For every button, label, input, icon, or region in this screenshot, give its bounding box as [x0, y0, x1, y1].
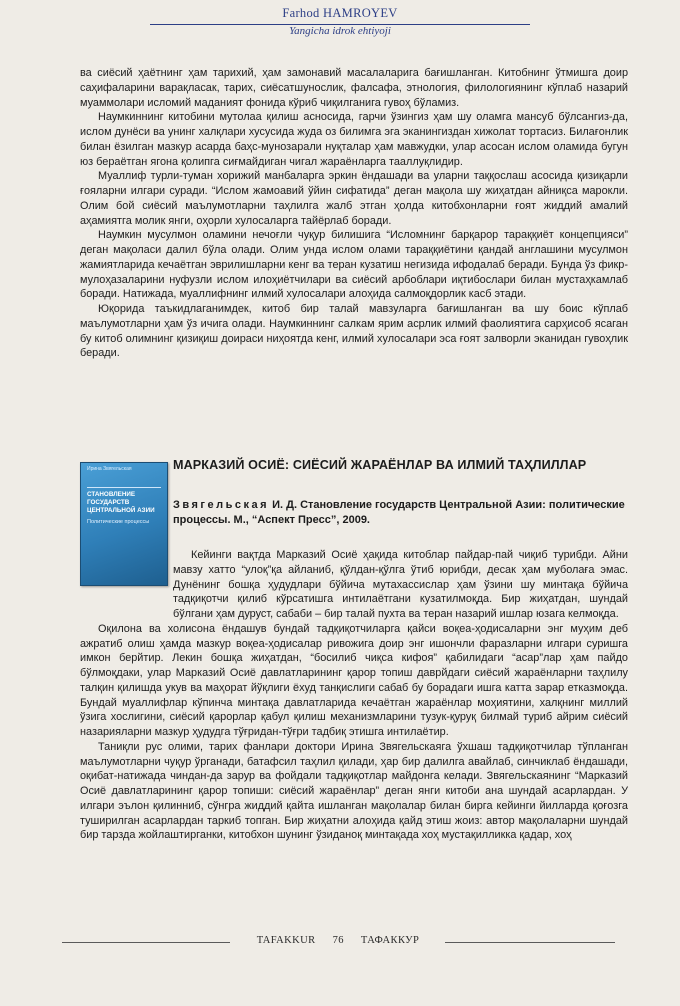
running-header [0, 6, 680, 37]
paragraph: ва сиёсий ҳаётнинг ҳам тарихий, ҳам замонавий масалаларига бағишланган. Китобнинг ўтмишга доир саҳифаларини варақласак, тарих, сиёсатшунослик, фалсафа, этнология, филологиянинг кўплаб назарий муаммолари исломий маданият фонида кўриб чиқилганига гувоҳ бўламиз. [80, 67, 628, 109]
footer-left-label: TAFAKKUR [256, 935, 316, 946]
page-footer [0, 934, 680, 954]
bibliographic-entry [173, 498, 628, 528]
footer-right-label: ТАФАККУР [360, 935, 420, 946]
paragraph: Юқорида таъкидлаганимдек, китоб бир талай мавзуларга бағишланган ва шу боис кўплаб маълумотларни ҳам ўз ичига олади. Наумкиннинг салкам ярим асрлик илмий фаолиятига сарҳисоб ясаган бу китоб олимнинг қизиқиш доираси ниҳоятда кенг, илмий хулосалари эса ғоят залворли эканидан гувоҳлик беради. [80, 303, 628, 360]
paragraph: Наумкиннинг китобини мутолаа қилиш асносида, гарчи ўзингиз ҳам шу оламга мансуб бўлсангиз-да, ислом дунёси ва унинг халқлари хусусида жуда оз билимга эга эканингиздан хижолат тортасиз. Билағонлик билан ёзилган мазкур асарда баҳс-мунозарали нуқталар ҳам мавжудки, улар асосан ислом оламида бугун юз бераётган ягона қолипга сиғмайдиган чигал жараёнларга тааллуқлидир. [80, 111, 628, 168]
section-title: МАРКАЗИЙ ОСИЁ: СИЁСИЙ ЖАРАЁНЛАР ВА ИЛМИЙ ТАҲЛИЛЛАР [173, 458, 587, 472]
biblio-details: И. Д. Становление государств Центральной Азии: политические процессы. М., “Аспект Пресс”, 2009. [173, 499, 625, 527]
book-cover-author: Ирина Звягельская [87, 466, 132, 472]
header-author: Farhod HAMROYEV [282, 6, 398, 20]
footer-rule-right [445, 942, 615, 943]
book-cover-subtitle: Политические процессы [87, 519, 150, 525]
header-subtitle: Yangicha idrok ehtiyoji [289, 25, 391, 37]
paragraph: Муаллиф турли-туман хорижий манбаларга эркин ёндашади ва уларни таққослаш асосида қизиқарли ғояларни илгари суради. “Ислом жамоавий ўйин сифатида” деган мақола шу жиҳатдан айниқса марокли. Олим бой сиёсий маълумотларни таҳлилга жалб этган ҳолда китобхонларни ғоят жиддий амалий аҳамиятга молик янги, оҳорли хулосаларга тайёрлаб боради. [80, 170, 628, 227]
biblio-author: Звягельская [173, 499, 270, 511]
book-cover-divider [87, 487, 161, 488]
footer-center [238, 935, 438, 946]
book-cover-title: СТАНОВЛЕНИЕ ГОСУДАРСТВ ЦЕНТРАЛЬНОЙ АЗИИ [87, 491, 155, 514]
paragraph: Таниқли рус олими, тарих фанлари доктори Ирина Звягельскаяга ўхшаш тадқиқотчилар тўпланган маълумотларни чуқур ўрганади, батафсил таҳлил қилади, ҳар бир далилга авайлаб, синчиклаб ёндашади, оқибат-натижада чиндан-да зарур ва фойдали тадқиқотлар майдонга келади. Звягельскаянинг “Марказий Осиё давлатларининг қарор топиши: сиёсий жараёнлар” деган янги китоби ана шундай асарлардан. У илгари эълон қилинниб, сўнгра жиддий қайта ишланган мақолалар билан бирга кейинги йилларда қоғозга туширилган асарлардан таркиб топган. Бир жиҳатни алоҳида қайд этиш жоиз: автор мақолаларни шундай бир тарзда жойлаштирганки, китобхон шунинг ўзиданоқ минтақада хоҳ мустақилликка қадар, хоҳ [80, 740, 628, 842]
review-text [80, 548, 628, 843]
header-rule [150, 24, 530, 25]
paragraph: Наумкин мусулмон оламини нечоғли чуқур билишига “Исломнинг барқарор тараққиёт концепцияси” деган мақоласи далил бўла олади. Олим унда ислом олами тараққиётини қандай англашини мусулмон жамиятларида кечаётган эврилишларни кенг ва теран кузатиш негизида ифодалаб беради. Бунда ўз фикр-мулоҳазаларини нуфузли ислом илоҳиётчилари ва сиёсий арбоблари иқтибослари билан мустаҳкамлаб боради. Натижада, муаллифнинг илмий хулосалари алоҳида салмоқдорлик касб этади. [80, 229, 628, 301]
paragraph-wrapped: Кейинги вақтда Марказий Осиё ҳақида китоблар пайдар-пай чиқиб турибди. Айни мавзу хатто “улоқ”қа айланиб, қўлдан-қўлга ўтиб юрибди, десак ҳам муболаға эмас. Дунёнинг бошқа ҳудудлари бўйича мутахассислар ҳам ўзини шу минтақа бўйича тадқиқотчи қилиб кўрсатишга интилаётгани кузатилмоқда. Бир жиҳатдан, шундай бўлгани ҳам дуруст, сабаби – бир талай пухта ва теран назарий ишлар юзага келмоқда. [173, 549, 628, 620]
intro-text [80, 66, 628, 361]
page-number: 76 [332, 935, 344, 946]
paragraph: Оқилона ва холисона ёндашув бундай тадқиқотчиларга қайси воқеа-ҳодисаларни энг муҳим деб ажратиб олиш ҳамда мазкур воқеа-ҳодисалар ривожига доир энг ишончли фаразларни илгари суришга имкон берйтир. Лекин бошқа жиҳатдан, “босилиб чиқса кифоя” қабилидаги “асар”лар ҳам пайдо бўлмоқдаки, улар Марказий Осиё давлатларининг қарор топиш даврйдаги сиёсий жараёнларни таҳлилу талқин қилишда укув ва маҳорат йўқлиги ёхуд танқислиги сабаб бу борадаги ишга катта зарар етказмоқда. Бундай муаллифлар кўпинча минтақа давлатларида кечаётган жараёнлар моҳиятини, халқнинг миллий ўзига хослигини, сиёсий қарорлар қабул қилиш механизмларини тузук-қуруқ билмай туриб айрим сиёсий назарияларни мазкур ҳудудга тўғридан-тўғри тадбиқ этишга интилаётир. [80, 622, 628, 738]
footer-rule-left [62, 942, 230, 943]
